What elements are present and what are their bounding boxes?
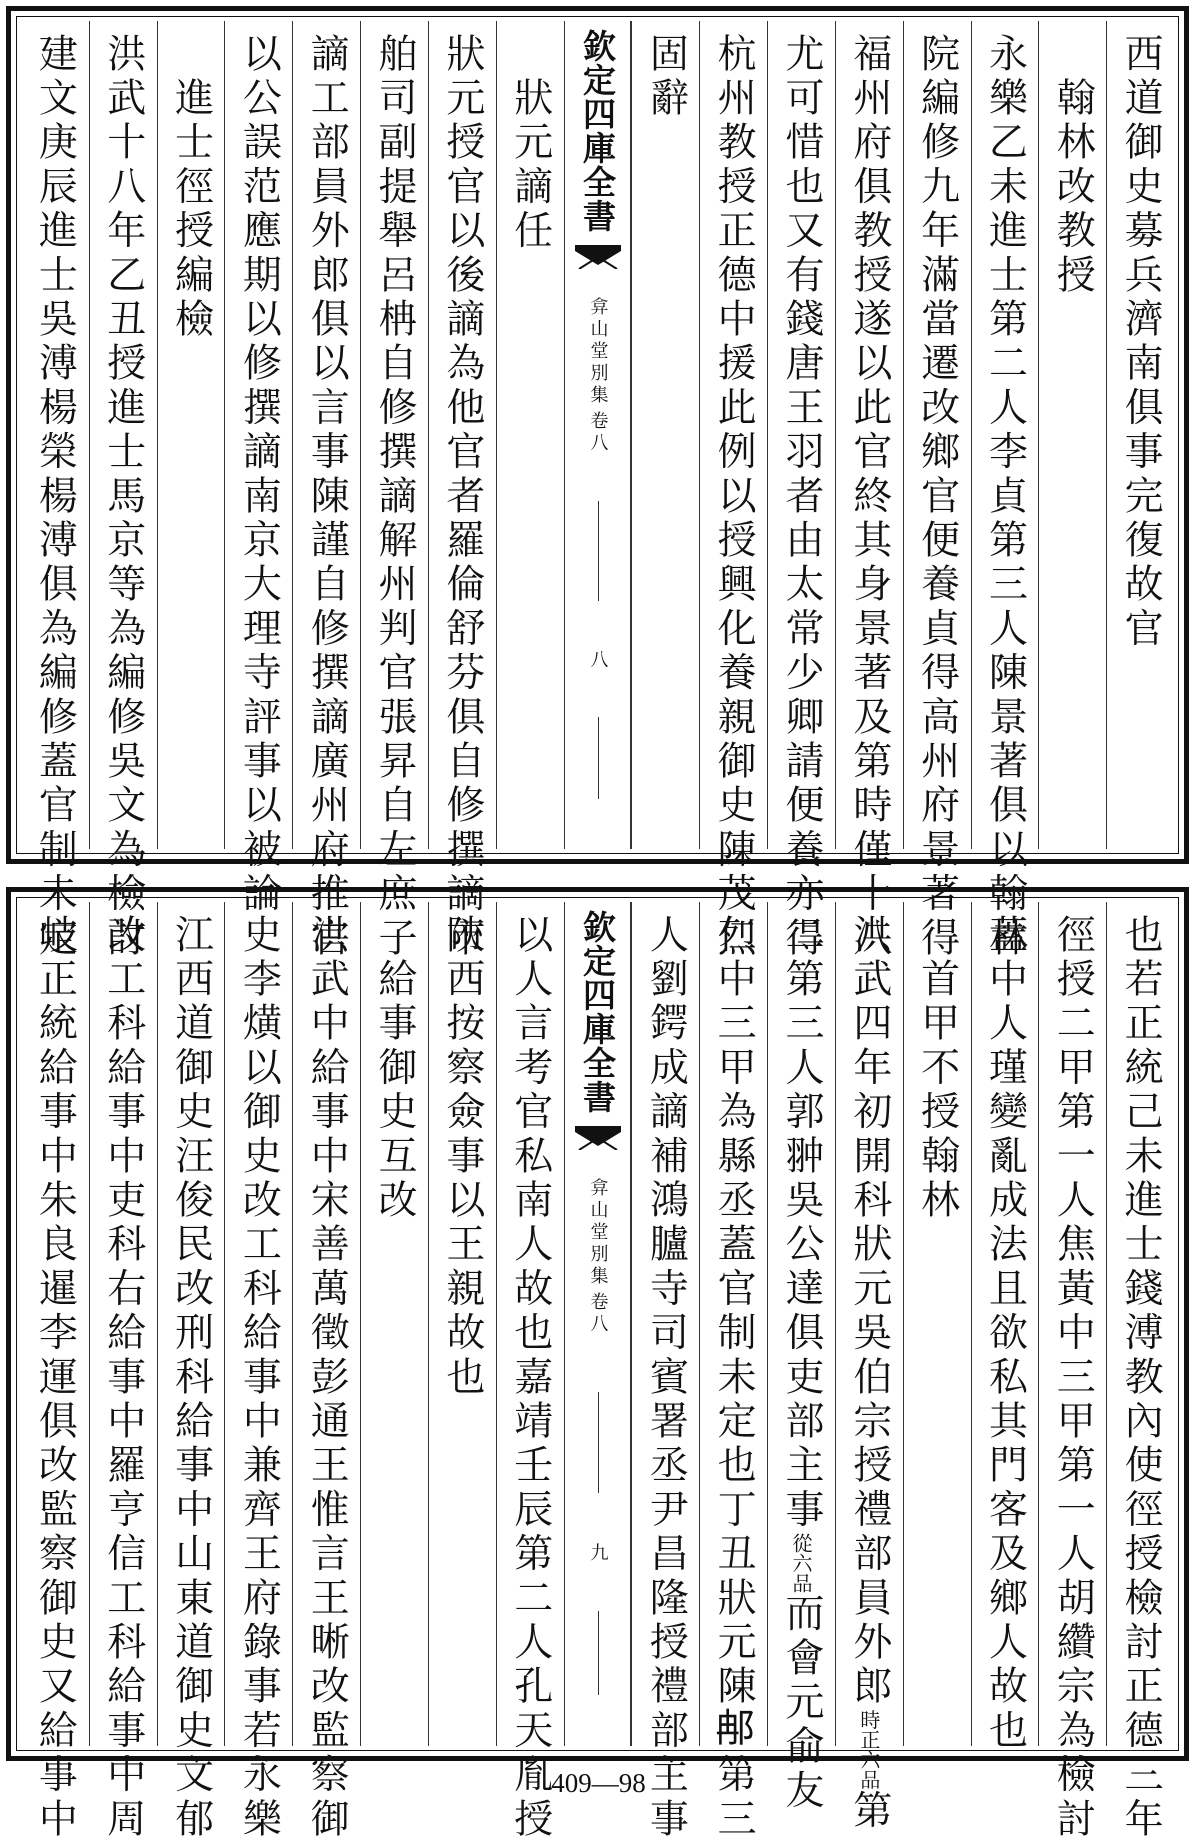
column-main-text: 以公誤范應期以修撰謫南京大理寺評事以被論	[236, 33, 282, 917]
column-text	[846, 21, 892, 962]
text-column	[89, 902, 157, 1842]
upper-page-columns	[21, 21, 1174, 962]
column-main-text: 固辭	[643, 33, 689, 122]
fish-tail-mark-icon	[575, 1126, 621, 1150]
folio-number: 九	[587, 1543, 609, 1562]
text-column	[1038, 902, 1106, 1842]
column-text	[1118, 21, 1164, 849]
column-main-text: 翰林改教授	[1050, 33, 1096, 299]
interlinear-note: 時正六品	[856, 1709, 881, 1790]
spine-rule	[598, 501, 599, 600]
column-main-text: 史李熿以御史改工科給事中兼齊王府錄事若永樂	[236, 914, 282, 1842]
text-column	[21, 902, 89, 1842]
column-text	[711, 902, 757, 1842]
spine-book-title: 弇山堂別集	[587, 1178, 609, 1288]
column-main-text: 以人言考官私南人故也嘉靖壬辰第二人孔天胤授	[507, 914, 553, 1842]
spine-book-title: 弇山堂別集	[587, 297, 609, 407]
column-main-text: 仁中三甲為縣丞蓋官制未定也丁丑狀元陳𨚗第三	[711, 914, 757, 1842]
column-main-text: 杭州教授正德中援此例以授興化養親御史陳茂烈	[711, 33, 757, 962]
column-main-text: 謫工部員外郎俱以言事陳謹自修撰謫廣州府推官	[304, 33, 350, 962]
text-column	[699, 21, 767, 962]
column-text	[100, 902, 146, 1842]
text-column	[767, 21, 835, 962]
text-column	[224, 902, 292, 1842]
text-column	[157, 21, 225, 849]
column-text	[236, 21, 282, 917]
text-column	[292, 902, 360, 1842]
column-text	[100, 21, 146, 962]
text-column	[903, 21, 971, 962]
column-text	[236, 902, 282, 1842]
column-main-text: 福州府俱教授遂以此官終其身景著及第時僅十八	[846, 33, 892, 962]
spine-rule	[598, 1611, 599, 1695]
column-text	[914, 902, 960, 1746]
column-main-text: 首甲不授翰林	[914, 914, 960, 1224]
column-main-text: 狀元授官以後謫為他官者羅倫舒芬俱自修撰謫市	[439, 33, 485, 962]
text-column	[428, 21, 496, 962]
column-main-text: 陝西按察僉事以王親故也	[439, 914, 485, 1401]
text-column	[496, 902, 564, 1842]
upper-page	[6, 6, 1189, 962]
column-text	[914, 21, 960, 962]
column-main-text: 江西道御史汪俊民改刑科給事中山東道御史文郁	[168, 914, 214, 1842]
column-text	[711, 21, 757, 962]
spine-title: 欽定四庫全書	[578, 29, 618, 233]
spine-title: 欽定四庫全書	[578, 910, 618, 1114]
text-column	[157, 902, 225, 1842]
text-column	[428, 902, 496, 1746]
column-text	[1050, 902, 1096, 1842]
column-main-text: 給事御史互改	[372, 914, 418, 1224]
text-column	[971, 902, 1039, 1754]
text-column	[496, 21, 564, 849]
book-spine-column	[564, 902, 632, 1746]
column-main-text: 進士徑授編檢	[168, 33, 214, 343]
text-column	[224, 21, 292, 917]
spine-book-info	[585, 1178, 611, 1336]
text-column	[1038, 21, 1106, 849]
text-column	[360, 902, 428, 1746]
spine-rule	[598, 1392, 599, 1493]
column-text	[32, 902, 78, 1842]
column-text	[1050, 21, 1096, 849]
column-text	[304, 902, 350, 1842]
text-column	[1106, 21, 1174, 849]
column-main-text: 舶司副提舉呂柟自修撰謫解州判官張昇自左庶子	[372, 33, 418, 962]
text-column	[835, 21, 903, 962]
column-main-text: 院編修九年滿當遷改鄉官便養貞得高州府景著得	[914, 33, 960, 962]
column-text	[778, 21, 824, 962]
column-text	[439, 902, 485, 1746]
column-main-text: 岐正統給事中朱良暹李運俱改監察御史又給事中	[32, 914, 78, 1842]
text-column	[903, 902, 971, 1746]
column-text	[982, 902, 1028, 1754]
column-main-text: 徑授二甲第一人焦黃中三甲第一人胡纘宗為檢討	[1050, 914, 1096, 1842]
column-main-text: 西道御史募兵濟南俱事完復故官	[1118, 33, 1164, 652]
column-main-text: 永樂乙未進士第二人李貞第三人陳景著俱以翰林	[982, 33, 1028, 962]
text-column	[89, 21, 157, 962]
column-text	[168, 21, 214, 849]
spine-book-info	[585, 297, 611, 455]
fish-tail-mark-icon	[575, 245, 621, 269]
column-text	[372, 21, 418, 962]
column-text	[439, 21, 485, 962]
column-continuation-text: 第	[846, 1789, 892, 1834]
column-text	[507, 902, 553, 1842]
column-main-text: 洪武中給事中宋善萬徵彭通王惟言王晰改監察御	[304, 914, 350, 1842]
spine-volume: 卷八	[587, 1292, 609, 1336]
column-main-text: 二第三人郭翀吳公達俱吏部主事	[778, 914, 824, 1533]
column-main-text: 也若正統己未進士錢溥教內使徑授檢討正德三年	[1118, 914, 1164, 1842]
column-text	[982, 21, 1028, 962]
column-text	[507, 21, 553, 849]
text-column	[767, 902, 835, 1814]
column-text	[372, 902, 418, 1746]
text-column	[699, 902, 767, 1842]
spine-volume: 卷八	[587, 411, 609, 455]
column-text	[643, 902, 689, 1842]
column-text	[643, 21, 689, 849]
column-text	[168, 902, 214, 1842]
column-main-text: 人劉鍔成謫補鴻臚寺司賓署丞尹昌隆授禮部主事	[643, 914, 689, 1842]
text-column	[360, 21, 428, 962]
text-column	[835, 902, 903, 1834]
interlinear-note: 從六品	[788, 1532, 813, 1593]
column-main-text: 洪武十八年乙丑授進士馬京等為編修吳文為檢討	[100, 33, 146, 962]
column-main-text: 改工科給事中吏科右給事中羅亨信工科給事中周	[100, 914, 146, 1842]
text-column	[971, 21, 1039, 962]
text-column	[292, 21, 360, 962]
column-continuation-text: 而會元俞友	[778, 1592, 824, 1814]
text-column	[631, 902, 699, 1842]
spine-rule	[598, 717, 599, 800]
column-main-text: 狀元謫任	[507, 33, 553, 254]
column-main-text: 尤可惜也又有錢唐王羽者由太常少卿請便養亦得	[778, 33, 824, 962]
folio-number: 八	[587, 650, 609, 669]
column-text	[778, 902, 824, 1814]
column-main-text: 洪武四年初開科狀元吳伯宗授禮部員外郎	[846, 914, 892, 1710]
text-column	[631, 21, 699, 849]
text-column	[1106, 902, 1174, 1842]
text-column	[21, 21, 89, 962]
book-spine-column	[564, 21, 632, 849]
column-main-text: 蓋中人瑾變亂成法且欲私其門客及鄉人故也	[982, 914, 1028, 1754]
column-text	[846, 902, 892, 1834]
column-text	[304, 21, 350, 962]
column-text	[32, 21, 78, 962]
column-text	[1118, 902, 1164, 1842]
column-main-text: 建文庚辰進士吳溥楊榮楊溥俱為編修蓋官制未定	[32, 33, 78, 962]
page-number: 409—98	[551, 1768, 646, 1798]
